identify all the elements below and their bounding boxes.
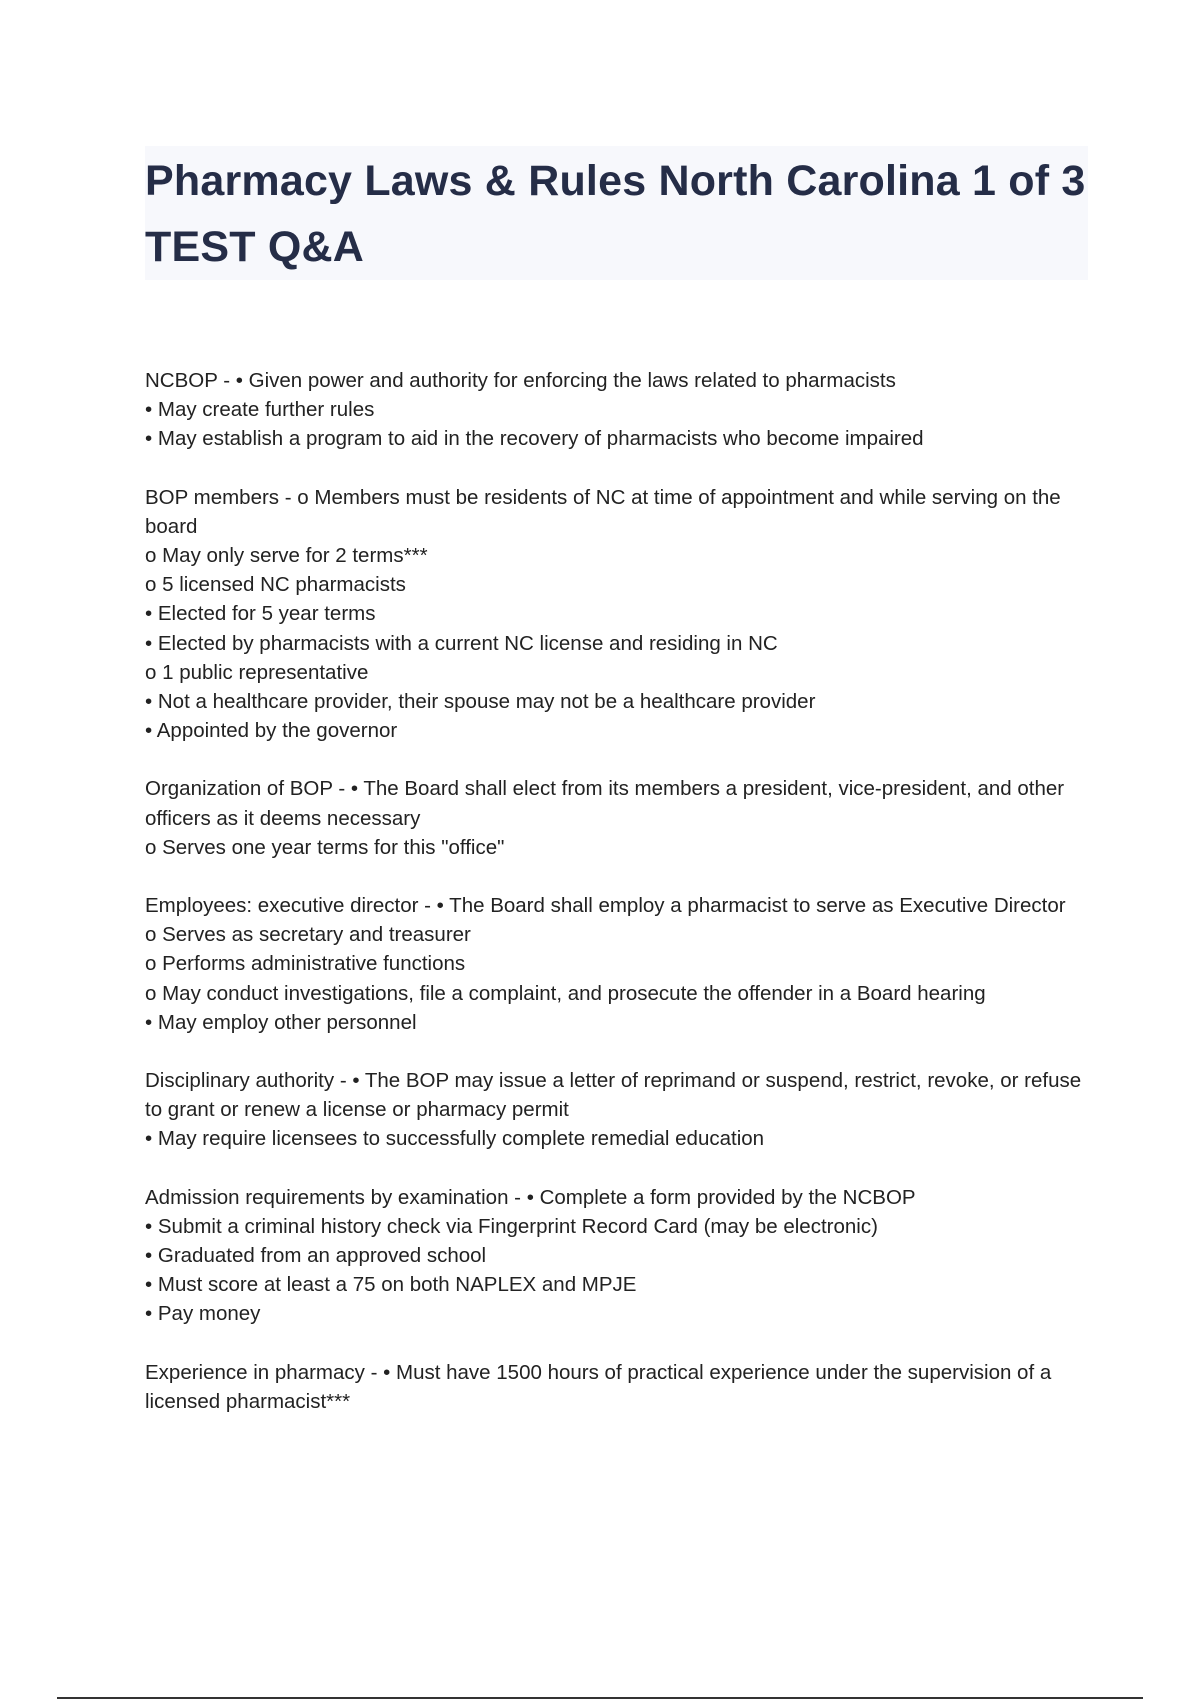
qa-line: NCBOP - • Given power and authority for enforcing the laws related to pharmacists <box>145 369 896 392</box>
qa-item-organization <box>145 774 1095 862</box>
qa-line: o Performs administrative functions <box>145 952 466 976</box>
qa-line: Employees: executive director - • The Board shall employ a pharmacist to serve as Executive Director <box>145 894 1066 918</box>
qa-item-bop-members <box>145 483 1095 746</box>
qa-line: Disciplinary authority - • The BOP may issue a letter of reprimand or suspend, restrict, revoke, or refuse to grant or renew a license or pharmacy permit <box>145 1069 1082 1122</box>
qa-line: • May establish a program to aid in the recovery of pharmacists who become impaired <box>145 427 924 451</box>
qa-item-ncbop <box>145 366 1095 454</box>
qa-line: • May create further rules <box>145 398 375 422</box>
qa-line: o May conduct investigations, file a complaint, and prosecute the offender in a Board hearing <box>145 981 986 1005</box>
qa-item-disciplinary <box>145 1066 1095 1154</box>
qa-line: BOP members - o Members must be residents of NC at time of appointment and while serving on the board <box>145 485 1061 538</box>
qa-item-executive-director <box>145 891 1095 1037</box>
qa-item-experience <box>145 1358 1095 1416</box>
qa-line: • Pay money <box>145 1302 261 1326</box>
qa-line: • Graduated from an approved school <box>145 1244 487 1268</box>
qa-line: o May only serve for 2 terms*** <box>145 544 428 568</box>
title-banner <box>145 146 1088 280</box>
qa-line: o 1 public representative <box>145 660 369 684</box>
qa-line: • Must score at least a 75 on both NAPLEX and MPJE <box>145 1273 637 1297</box>
page-title: Pharmacy Laws & Rules North Carolina 1 of 3 TEST Q&A <box>145 157 1086 271</box>
qa-line: Admission requirements by examination - • Complete a form provided by the NCBOP <box>145 1185 916 1209</box>
qa-line: o 5 licensed NC pharmacists <box>145 573 406 597</box>
qa-line: Experience in pharmacy - • Must have 1500 hours of practical experience under the supervision of a licensed pharmacist*** <box>145 1360 1052 1413</box>
qa-line: • Elected for 5 year terms <box>145 602 376 626</box>
qa-line: • May require licensees to successfully complete remedial education <box>145 1127 765 1151</box>
qa-line: o Serves as secretary and treasurer <box>145 923 471 947</box>
qa-line: o Serves one year terms for this "office" <box>145 835 505 859</box>
qa-line: Organization of BOP - • The Board shall elect from its members a president, vice-president, and other officers as it deems necessary <box>145 777 1065 830</box>
qa-line: • Appointed by the governor <box>145 719 398 743</box>
footer-divider <box>57 1697 1143 1699</box>
qa-line: • Submit a criminal history check via Fingerprint Record Card (may be electronic) <box>145 1214 878 1238</box>
qa-item-admission <box>145 1183 1095 1329</box>
qa-line: • Elected by pharmacists with a current NC license and residing in NC <box>145 631 778 655</box>
qa-list <box>145 366 1095 1445</box>
qa-line: • May employ other personnel <box>145 1010 417 1034</box>
qa-line: • Not a healthcare provider, their spouse may not be a healthcare provider <box>145 690 816 714</box>
